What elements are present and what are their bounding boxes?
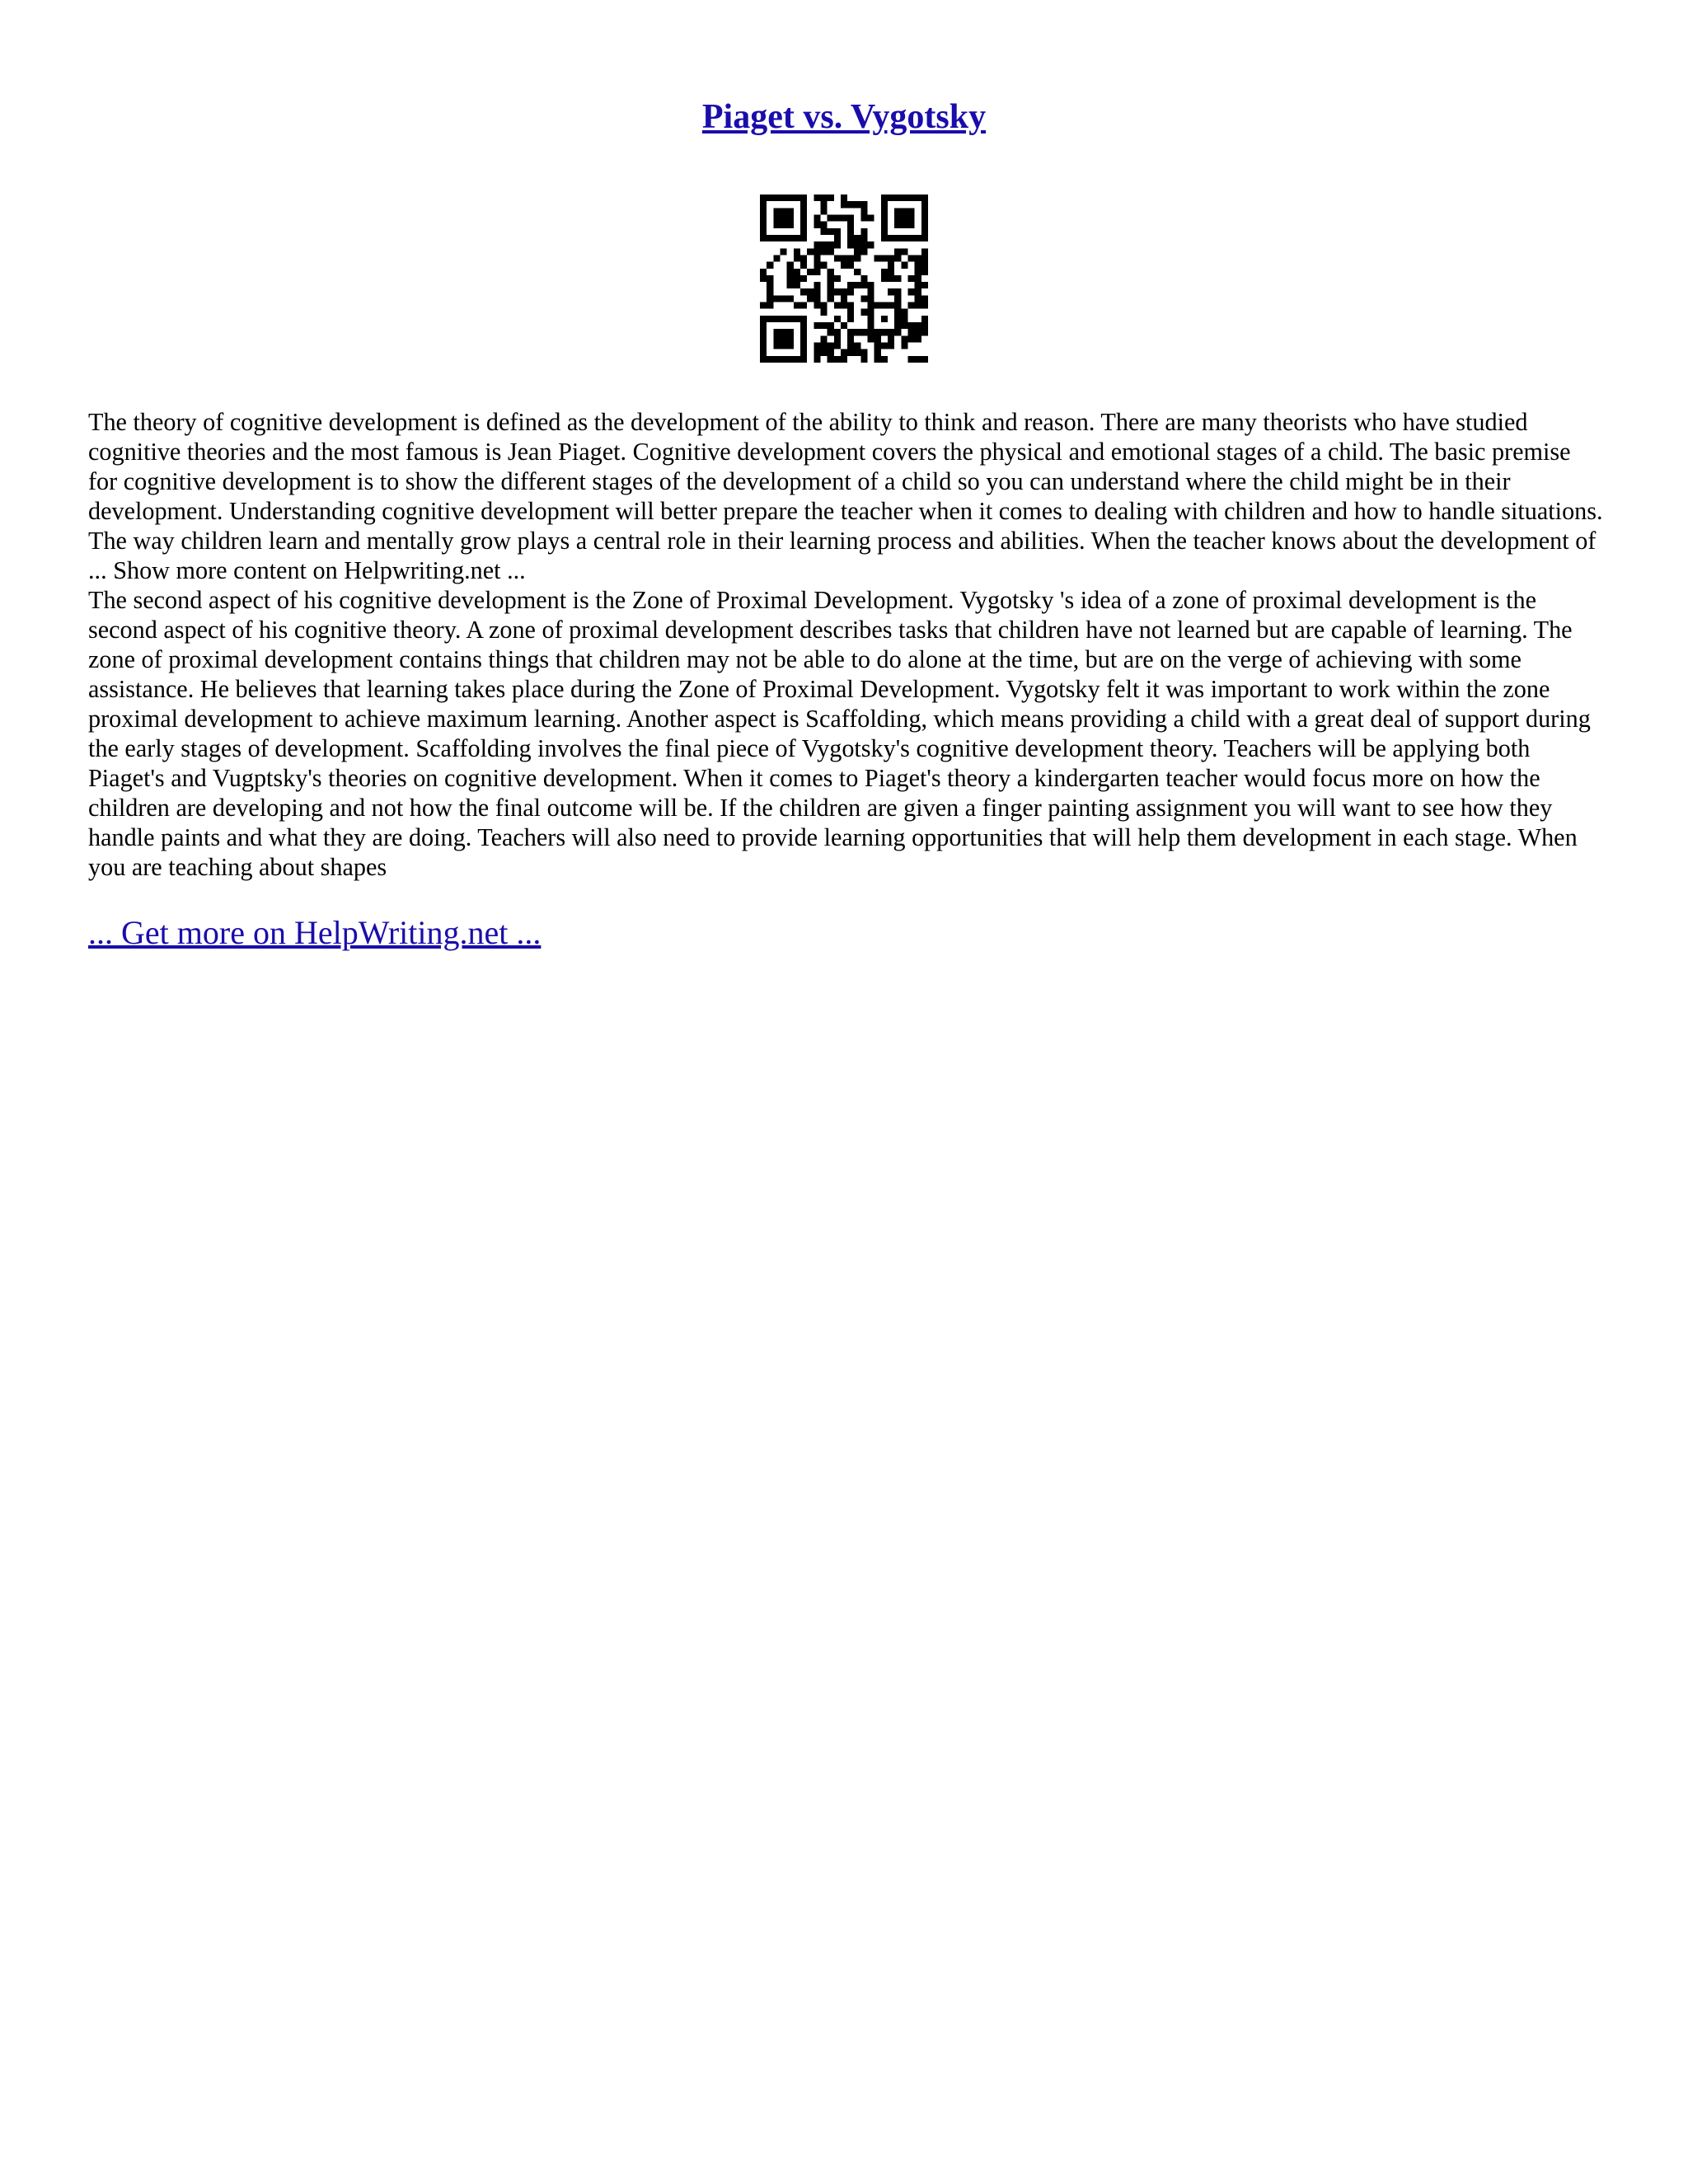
paragraph-2: The second aspect of his cognitive development is the Zone of Proximal Development. Vygotsky 's idea of a zone of proximal development is the second aspect of his cognitive theory. A zone of proximal development describes tasks that children have not learned but are capable of learning. The zone of proximal development contains things that children may not be able to do alone at the time, but are on the verge of achieving with some assistance. He believes that learning takes place during the Zone of Proximal Development. Vygotsky felt it was important to work within the zone proximal development to achieve maximum learning. Another aspect is Scaffolding, which means providing a child with a great deal of support during the early stages of development. Scaffolding involves the final piece of Vygotsky's cognitive development theory. Teachers will be applying both Piaget's and Vugptsky's theories on cognitive development. When it comes to Piaget's theory a kindergarten teacher would focus more on how the children are developing and not how the final outcome will be. If the children are given a finger painting assignment you will want to see how they handle paints and what they are doing. Teachers will also need to provide learning opportunities that will help them development in each stage. When you are teaching about shapes: [88, 586, 1591, 881]
paragraph-1: The theory of cognitive development is defined as the development of the ability to think and reason. There are many theorists who have studied cognitive theories and the most famous is Jean Piaget. Cognitive development covers the physical and emotional stages of a child. The basic premise for cognitive development is to show the different stages of the development of a child so you can understand where the child might be in their development. Understanding cognitive development will better prepare the teacher when it comes to dealing with children and how to handle situations. The way children learn and mentally grow plays a central role in their learning process and abilities. When the teacher knows about the development of ... Show more content on Helpwriting.net ...: [88, 408, 1603, 584]
get-more-link[interactable]: ... Get more on HelpWriting.net ...: [88, 914, 542, 951]
title-container: [0, 97, 1688, 137]
article-body: [88, 407, 1605, 882]
document-title-link[interactable]: Piaget vs. Vygotsky: [701, 98, 987, 136]
qr-code-image: [760, 194, 928, 363]
